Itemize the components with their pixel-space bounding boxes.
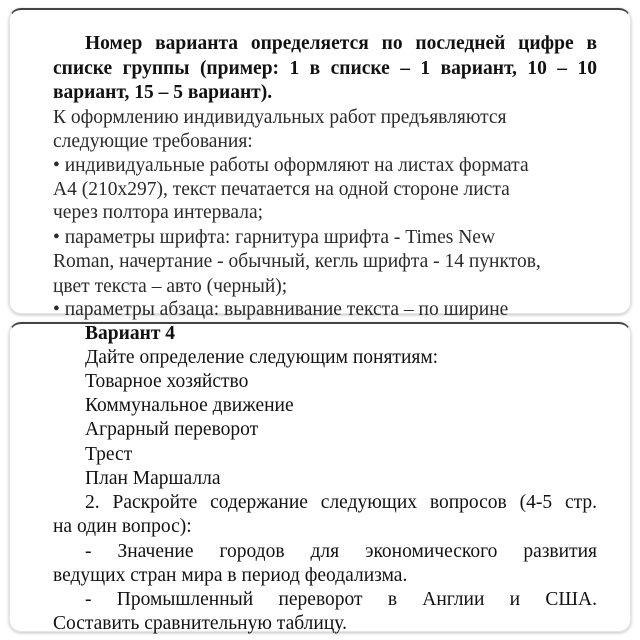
body-line: через полтора интервала; <box>53 202 264 223</box>
question-2-line: Составить сравнительную таблицу. <box>53 613 347 634</box>
heading-line: вариант, 15 – 5 вариант). <box>53 82 273 103</box>
task-2-line: на один вопрос): <box>53 516 192 537</box>
body-line: Roman, начертание - обычный, кегль шрифта - 14 пунктов, <box>53 251 541 272</box>
variant-title: Вариант 4 <box>85 323 176 344</box>
body-line: А4 (210х297), текст печатается на одной стороне листа <box>53 179 510 200</box>
body-line: К оформлению индивидуальных работ предъявляются <box>53 107 507 128</box>
bullet-line: • индивидуальные работы оформляют на листах формата <box>53 155 529 176</box>
term: Аграрный переворот <box>85 419 259 440</box>
task-2-line: 2. Раскройте содержание следующих вопросов (4-5 стр. <box>85 492 597 513</box>
bullet-line: • параметры абзаца: выравнивание текста – по ширине <box>53 299 509 320</box>
heading-line: списке группы (пример: 1 в списке – 1 вариант, 10 – 10 <box>53 58 597 79</box>
bullet-line: • параметры шрифта: гарнитура шрифта - Times New <box>53 227 496 248</box>
variant-panel <box>9 322 631 632</box>
question-1-line: ведущих стран мира в период феодализма. <box>53 565 408 586</box>
term: Трест <box>85 444 133 465</box>
requirements-panel <box>9 8 631 320</box>
term: План Маршалла <box>85 468 221 489</box>
question-1-line: - Значение городов для экономического развития <box>85 541 597 562</box>
task-1: Дайте определение следующим понятиям: <box>85 347 439 368</box>
term: Товарное хозяйство <box>85 371 249 392</box>
question-2-line: - Промышленный переворот в Англии и США. <box>85 589 597 610</box>
term: Коммунальное движение <box>85 395 294 416</box>
body-line: следующие требования: <box>53 131 253 152</box>
heading-line: Номер варианта определяется по последней цифре в <box>85 33 597 54</box>
body-line: цвет текста – авто (черный); <box>53 276 288 297</box>
